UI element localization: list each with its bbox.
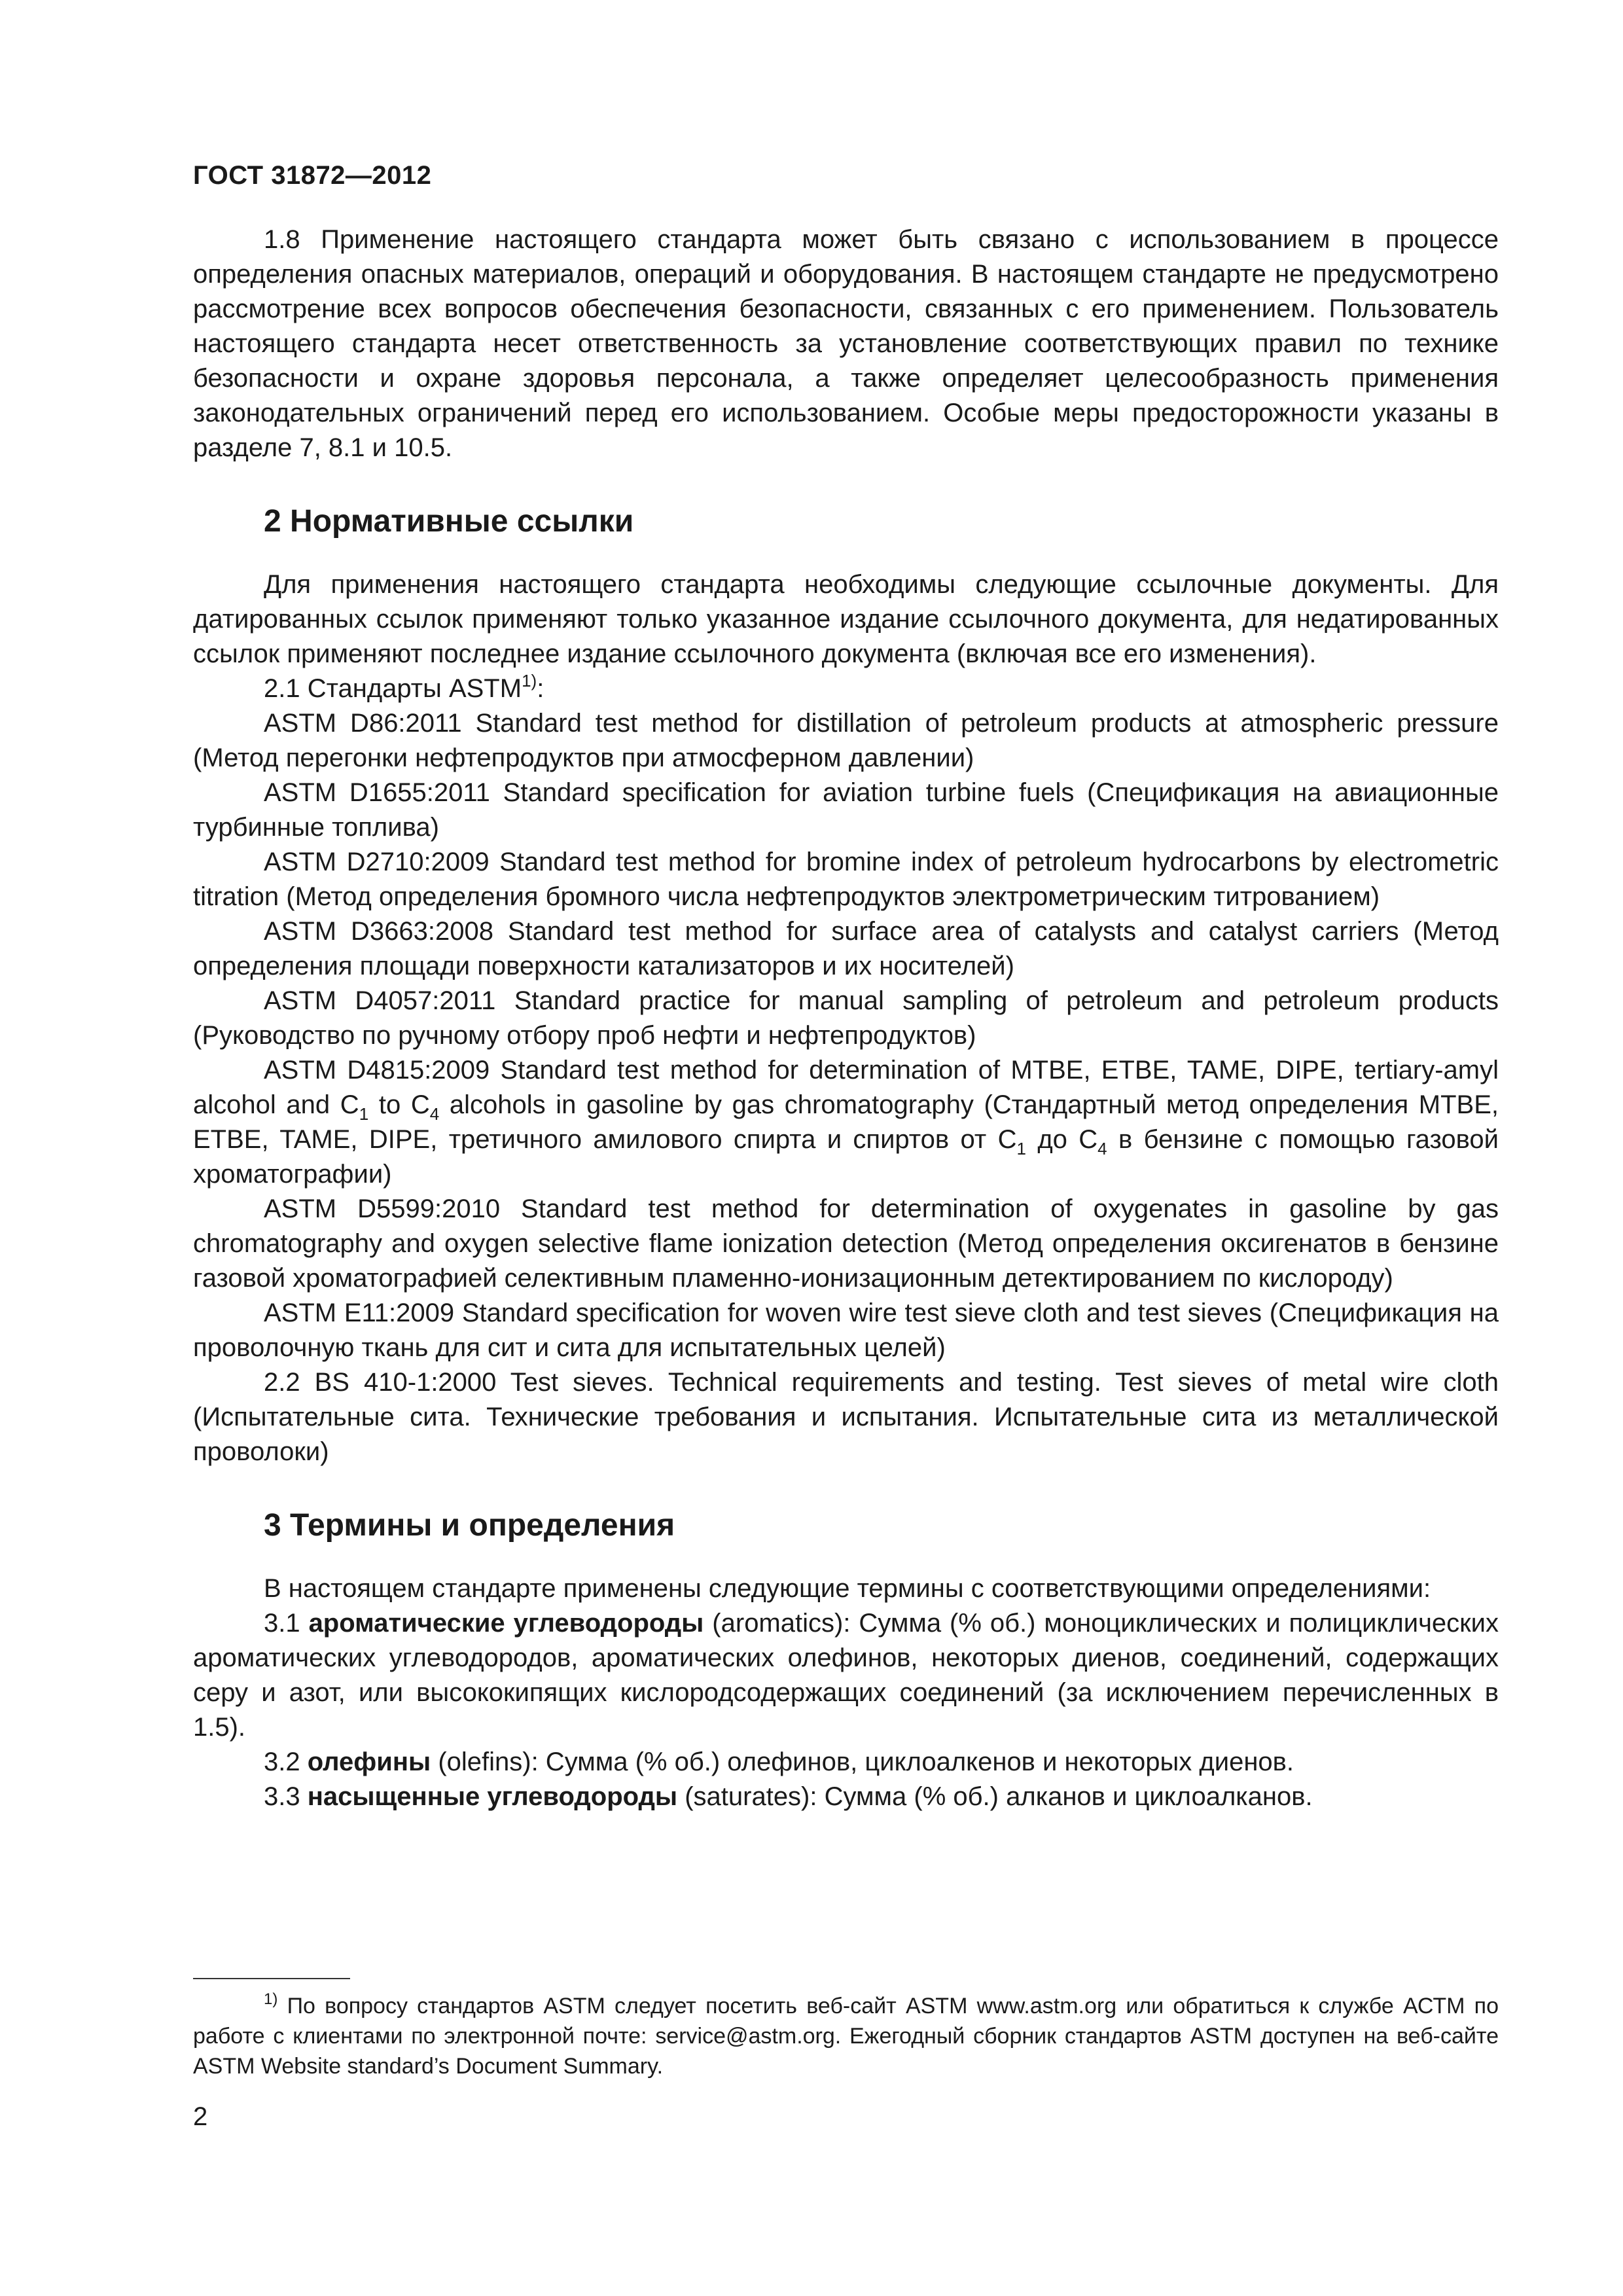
paragraph-1-8: 1.8 Применение настоящего стандарта может быть связано с использованием в процессе определения опасных материалов, операций и оборудования. В настоящем стандарте не предусмотрено рассмотрение всех вопросов обеспечения безопасности, связанных с его применением. Пользователь настоящего стандарта несет ответственность за установление соответствующих правил по технике безопасности и охране здоровья персонала, а также определяет целесообразность применения законодательных ограничений перед его использованием. Особые меры предосторожности указаны в разделе 7, 8.1 и 10.5. (193, 225, 1499, 462)
reference-astm-d4815: ASTM D4815:2009 Standard test method for determination of MTBE, ETBE, TAME, DIPE, tertiary-amyl alcohol and $C_1$ to $C_4$ alcohols in gasoline by gas chromatography (Стандартный метод определения MTBE, ETBE, TAME, DIPE, третичного амилового спирта и спиртов от $C_1$ до $C_4$ в бензине с помощью газовой хроматографии) (193, 1056, 1499, 1189)
subsection-2-1-label: 2.1 Стандарты ASTM (264, 674, 522, 703)
reference-astm-d3663: ASTM D3663:2008 Standard test method for surface area of catalysts and catalyst carriers (Метод определения площади поверхности катализаторов и их носителей) (193, 917, 1499, 980)
subsection-2-1: 2.1 Стандарты ASTM$^{1)}$: (264, 671, 544, 703)
section-3-heading: 3 Термины и определения (264, 1508, 675, 1543)
footnote (193, 1991, 1499, 2081)
term-3-1: 3.1 ароматические углеводороды (aromatics): Сумма (% об.) моноциклических и полициклических ароматических углеводородов, ароматических олефинов, некоторых диенов, соединений, содержащих серу и азот, или высококипящих кислородсодержащих соединений (за исключением перечисленных в 1.5). (193, 1609, 1499, 1742)
reference-astm-e11: ASTM E11:2009 Standard specification for woven wire test sieve cloth and test sieves (Спецификация на проволочную ткань для сит и сита для испытательных целей) (193, 1299, 1499, 1362)
section-2-intro: Для применения настоящего стандарта необходимы следующие ссылочные документы. Для датированных ссылок применяют только указанное издание ссылочного документа, для недатированных ссылок применяют последнее издание ссылочного документа (включая все его изменения). (193, 570, 1499, 668)
footnote-separator (193, 1978, 350, 1979)
reference-astm-d4057: ASTM D4057:2011 Standard practice for manual sampling of petroleum and petroleum products (Руководство по ручному отбору проб нефти и нефтепродуктов) (193, 986, 1499, 1050)
footnote-text: По вопросу стандартов ASTM следует посетить веб-сайт ASTM www.astm.org или обратиться к службе АСТМ по работе с клиентами по электронной почте: service@astm.org. Ежегодный сборник стандартов ASTM доступен на веб-сайте ASTM Website standard’s Document Summary. (193, 1994, 1499, 2079)
term-3-1-name: ароматические углеводороды (308, 1609, 704, 1638)
footnote-mark: 1) (264, 1990, 278, 2008)
document-header: ГОСТ 31872—2012 (193, 161, 432, 190)
reference-astm-d2710: ASTM D2710:2009 Standard test method for bromine index of petroleum hydrocarbons by electrometric titration (Метод определения бромного числа нефтепродуктов электрометрическим титрованием) (193, 848, 1499, 911)
term-3-3-name: насыщенные углеводороды (307, 1782, 678, 1811)
reference-astm-d5599: ASTM D5599:2010 Standard test method for determination of oxygenates in gasoline by gas chromatography and oxygen selective flame ionization detection (Метод определения оксигенатов в бензине газовой хроматографией селективным пламенно-ионизационным детектированием по кислороду) (193, 1194, 1499, 1293)
reference-bs-410: 2.2 BS 410-1:2000 Test sieves. Technical requirements and testing. Test sieves of metal wire cloth (Испытательные сита. Технические требования и испытания. Испытательные сита из металлической проволоки) (193, 1368, 1499, 1466)
term-3-2: 3.2 олефины (olefins): Сумма (% об.) олефинов, циклоалкенов и некоторых диенов. (264, 1748, 1294, 1776)
reference-astm-d1655: ASTM D1655:2011 Standard specification for aviation turbine fuels (Спецификация на авиационные турбинные топлива) (193, 778, 1499, 842)
term-3-2-name: олефины (307, 1748, 431, 1776)
page-number: 2 (193, 2102, 208, 2131)
reference-astm-d86: ASTM D86:2011 Standard test method for distillation of petroleum products at atmospheric pressure (Метод перегонки нефтепродуктов при атмосферном давлении) (193, 709, 1499, 772)
section-2-heading: 2 Нормативные ссылки (264, 504, 634, 539)
footnote-ref-mark: 1) (522, 671, 537, 691)
section-3-intro: В настоящем стандарте применены следующие термины с соответствующими определениями: (264, 1574, 1431, 1603)
document-body (193, 223, 1499, 1814)
term-3-3: 3.3 насыщенные углеводороды (saturates): Сумма (% об.) алканов и циклоалканов. (264, 1782, 1313, 1811)
